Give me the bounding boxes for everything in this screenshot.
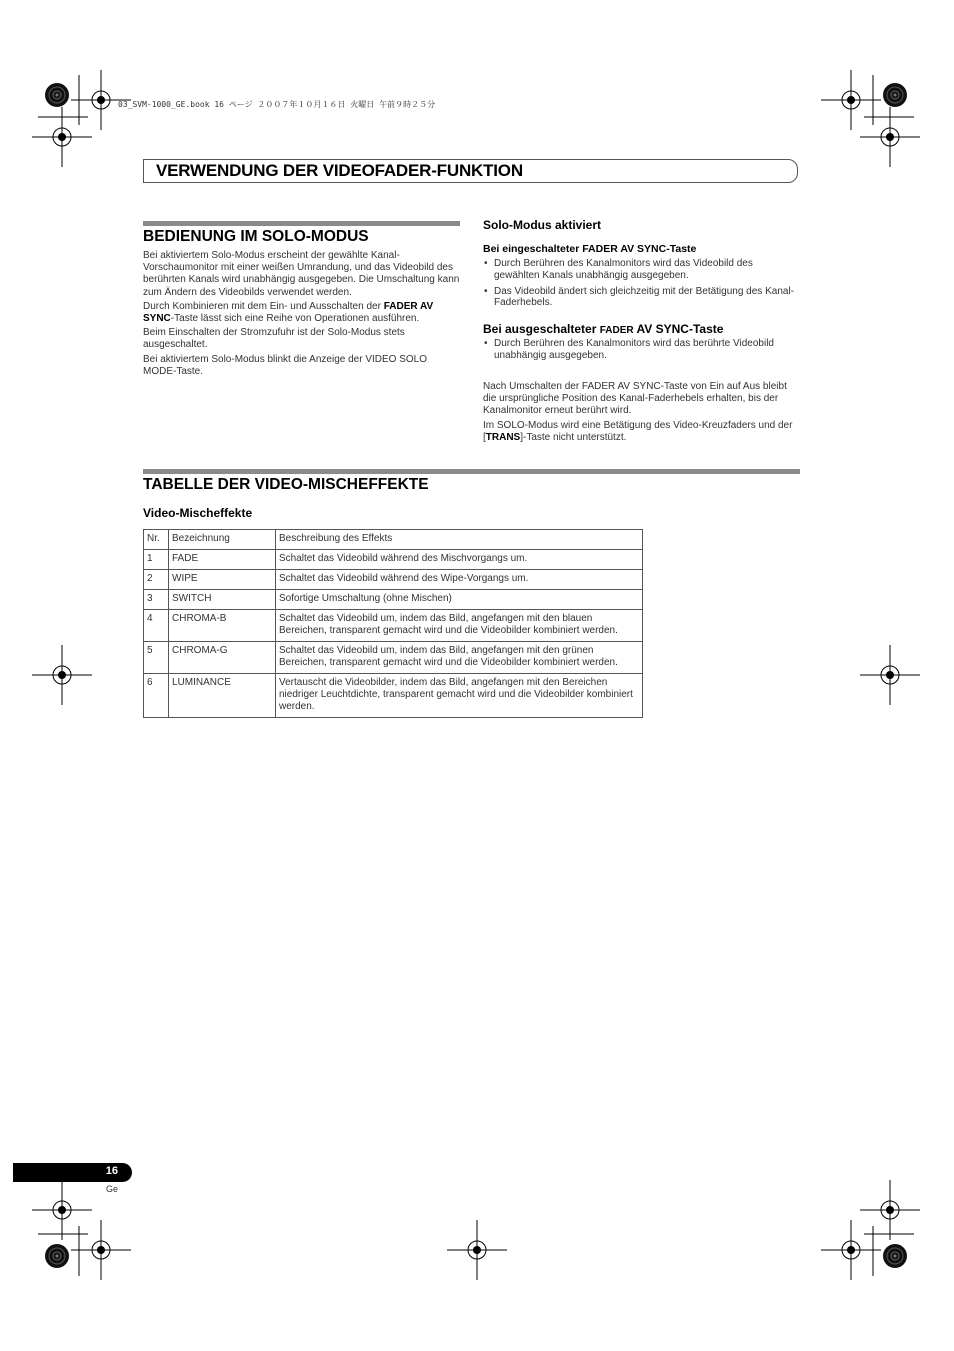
section-rule — [143, 469, 800, 474]
text-span: -Taste lässt sich eine Reihe von Operationen ausführen. — [170, 313, 420, 325]
chapter-title: VERWENDUNG DER VIDEOFADER-FUNKTION — [156, 161, 523, 180]
crosshair-mark — [821, 1220, 881, 1280]
cell-name: CHROMA-B — [169, 610, 276, 642]
cell-number: 2 — [144, 570, 169, 590]
cell-number: 1 — [144, 550, 169, 570]
crosshair-mark — [860, 1180, 920, 1240]
paragraph: Bei aktiviertem Solo-Modus erscheint der gewählte Kanal-Vorschaumonitor mit einer weißen Umrandung, und das Videobild des berührten Kanals wird unabhängig ausgegeben. Die Umschaltung kann zum Ändern des Videobilds verwendet werden. — [143, 250, 460, 298]
paragraph — [483, 420, 801, 444]
solo-section-body — [143, 250, 461, 380]
table-row — [144, 570, 643, 590]
language-code: Ge — [106, 1184, 119, 1194]
text-span: AV SYNC-Taste — [633, 322, 724, 336]
crosshair-mark — [32, 107, 92, 167]
effects-section-heading: TABELLE DER VIDEO-MISCHEFFEKTE — [143, 476, 429, 493]
cell-description: Sofortige Umschaltung (ohne Mischen) — [276, 590, 643, 610]
cell-number: 6 — [144, 674, 169, 718]
text-span: Bei ausgeschalteter — [483, 322, 600, 336]
text-span: ]-Taste nicht unterstützt. — [520, 431, 627, 443]
section-rule — [143, 221, 460, 226]
sync-off-list — [483, 338, 800, 366]
paragraph: Bei aktiviertem Solo-Modus blinkt die Anzeige der VIDEO SOLO MODE-Taste. — [143, 353, 428, 377]
cell-description: Schaltet das Videobild um, indem das Bild, angefangen mit den blauen Bereichen, transparent gemacht wird und die Videobilder kombiniert werden. — [276, 610, 643, 642]
crosshair-mark — [32, 1180, 92, 1240]
paragraph: Beim Einschalten der Stromzufuhr ist der Solo-Modus stets ausgeschaltet. — [143, 327, 405, 351]
cell-number: 4 — [144, 610, 169, 642]
table-row — [144, 550, 643, 570]
chapter-banner — [143, 159, 798, 183]
table-row — [144, 610, 643, 642]
cell-description: Schaltet das Videobild während des Wipe-Vorgangs um. — [276, 570, 643, 590]
page-number-tab — [13, 1163, 132, 1182]
list-item: • Durch Berühren des Kanalmonitors wird das berührte Videobild unabhängig ausgegeben. — [483, 338, 800, 362]
crosshair-mark — [71, 1220, 131, 1280]
column-header: Beschreibung des Effekts — [276, 530, 643, 550]
button-name: TRANS — [485, 431, 521, 443]
cell-name: SWITCH — [169, 590, 276, 610]
cell-name: WIPE — [169, 570, 276, 590]
color-rosette-mark — [883, 83, 907, 107]
sync-on-subheading: Bei eingeschalteter FADER AV SYNC-Taste — [483, 243, 697, 255]
sync-off-subheading — [483, 322, 723, 336]
page-number: 16 — [105, 1165, 118, 1177]
paragraph — [143, 301, 461, 325]
sync-on-list — [483, 258, 800, 313]
color-rosette-mark — [45, 1244, 69, 1268]
effects-table — [143, 529, 643, 718]
solo-notes — [483, 381, 801, 446]
cell-name: LUMINANCE — [169, 674, 276, 718]
crosshair-mark — [32, 645, 92, 705]
cell-number: 3 — [144, 590, 169, 610]
color-rosette-mark — [883, 1244, 907, 1268]
solo-active-heading: Solo-Modus aktiviert — [483, 218, 602, 232]
cell-description: Schaltet das Videobild während des Mischvorgangs um. — [276, 550, 643, 570]
column-header: Bezeichnung — [169, 530, 276, 550]
column-header: Nr. — [144, 530, 169, 550]
solo-section-heading: BEDIENUNG IM SOLO-MODUS — [143, 228, 369, 245]
cell-description: Schaltet das Videobild um, indem das Bild, angefangen mit den grünen Bereichen, transparent gemacht wird und die Videobilder kombiniert werden. — [276, 642, 643, 674]
text-span: FADER — [599, 325, 634, 336]
table-row — [144, 642, 643, 674]
file-header: 03_SVM-1000_GE.book 16 ページ ２００７年１０月１６日 火曜日 午前９時２５分 — [118, 100, 436, 109]
crosshair-mark — [860, 107, 920, 167]
button-name: FADER AV SYNC — [143, 300, 434, 325]
effects-subheading: Video-Mischeffekte — [143, 506, 253, 520]
text-span: Im SOLO-Modus wird eine Betätigung des Video-Kreuzfaders und der [ — [483, 419, 793, 443]
crosshair-mark — [821, 70, 881, 130]
cell-name: FADE — [169, 550, 276, 570]
color-rosette-mark — [45, 83, 69, 107]
table-row — [144, 674, 643, 718]
paragraph: Nach Umschalten der FADER AV SYNC-Taste von Ein auf Aus bleibt die ursprüngliche Position des Kanal-Faderhebels erhalten, bis der Kanalmonitor erneut berührt wird. — [483, 381, 787, 417]
crosshair-mark — [860, 645, 920, 705]
crosshair-mark — [447, 1220, 507, 1280]
cell-description: Vertauscht die Videobilder, indem das Bild, angefangen mit den Bereichen niedriger Leuchtdichte, transparent gemacht wird und die Videobilder kombiniert werden. — [276, 674, 643, 718]
cell-number: 5 — [144, 642, 169, 674]
table-header-row — [144, 530, 643, 550]
list-item: • Das Videobild ändert sich gleichzeitig mit der Betätigung des Kanal-Faderhebels. — [483, 286, 800, 310]
text-span: Durch Kombinieren mit dem Ein- und Ausschalten der — [143, 300, 384, 312]
table-row — [144, 590, 643, 610]
list-item: • Durch Berühren des Kanalmonitors wird das Videobild des gewählten Kanals unabhängig ausgegeben. — [483, 258, 800, 282]
cell-name: CHROMA-G — [169, 642, 276, 674]
